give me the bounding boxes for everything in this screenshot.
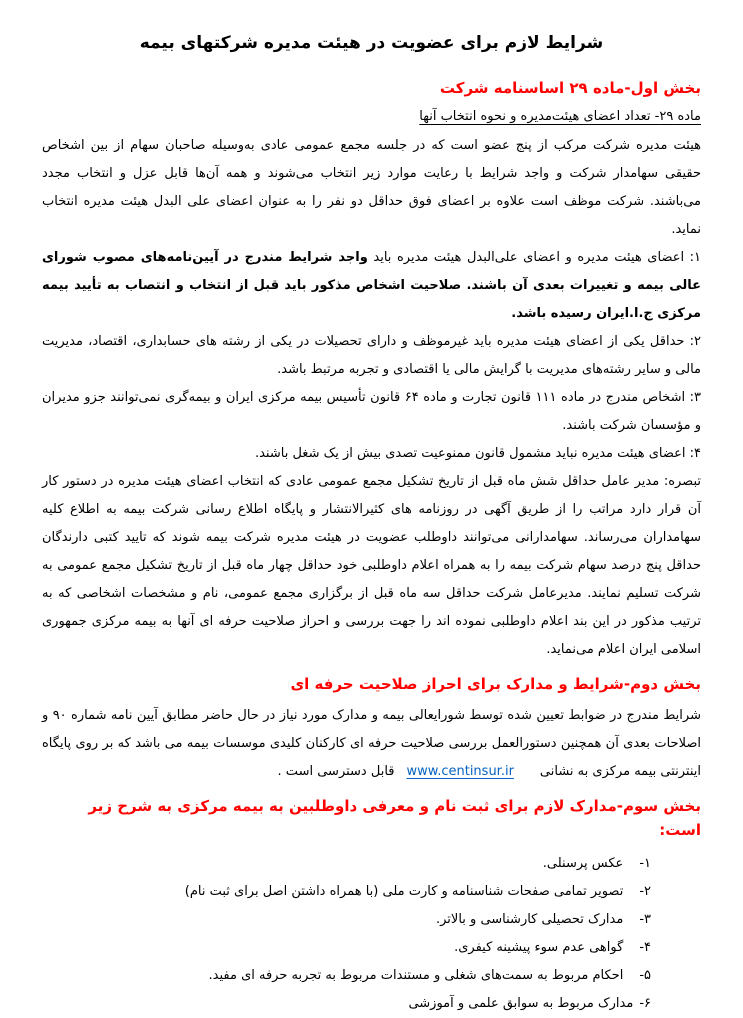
list-item-text: مدارک مربوط به سوابق علمی و آموزشی <box>408 996 634 1011</box>
note-paragraph: تبصره: مدیر عامل حداقل شش ماه قبل از تاریخ تشکیل مجمع عمومی عادی که انتخاب اعضای هیئت مدیره در دستور کار آن قرار دارد مراتب را از طریق آگهی در روزنامه های کثیرالانتشار و پایگاه اطلاع رسانی شرکت بیمه به اطلاع کلیه سهامداران می‌رساند. سهامدارانی می‌توانند داوطلب عضویت در هیئت مدیره شرکت بیمه شوند که تایید کتبی دارندگان حداقل پنج درصد سهام شرکت بیمه را به همراه اعلام داوطلبی خود حداقل چهار ماه قبل از تاریخ تشکیل مجمع عمومی به شرکت تسلیم نمایند. مدیرعامل شرکت حداقل سه ماه قبل از برگزاری مجمع عمومی، نام و مشخصات اشخاصی که به ترتیب مذکور در این بند اعلام داوطلبی نموده اند را جهت بررسی و احراز صلاحیت حرفه ای آنها به بیمه مرکزی جمهوری اسلامی ایران اعلام می‌نماید. <box>42 474 701 657</box>
list-item <box>42 906 651 934</box>
list-item-number: ۱- <box>639 856 651 871</box>
list-item-text: مدارک تحصیلی کارشناسی و بالاتر. <box>435 912 624 927</box>
list-item <box>42 934 651 962</box>
list-item <box>42 990 651 1018</box>
section2-text-after-link: قابل دسترسی است . <box>277 764 395 779</box>
section2-heading: بخش دوم-شرایط و مدارک برای احراز صلاحیت حرفه ای <box>290 675 701 693</box>
clause-2: ۲: حداقل یکی از اعضای هیئت مدیره باید غیرموظف و دارای تحصیلات در یکی از رشته های حسابداری، اقتصاد، مدیریت مالی و سایر رشته‌های مدیریت با گرایش مالی یا اقتصادی و تجربه مرتبط باشد. <box>42 334 701 377</box>
clause-1-bold: واجد شرایط مندرج در آیین‌نامه‌های مصوب شورای عالی بیمه و تغییرات بعدی آن باشند. صلاحیت اشخاص مذکور باید قبل از انتخاب و انتصاب به تأیید بیمه مرکزی ج.ا.ایران رسیده باشد. <box>42 250 701 321</box>
list-item <box>42 962 651 990</box>
list-item-text: عکس پرسنلی. <box>542 856 624 871</box>
list-item-text: گواهی عدم سوء پیشینه کیفری. <box>454 940 624 955</box>
list-item <box>42 850 651 878</box>
centinsur-link[interactable]: www.centinsur.ir <box>406 764 514 779</box>
section3-heading: بخش سوم-مدارک لازم برای ثبت نام و معرفی داوطلبین به بیمه مرکزی به شرح زیر است: <box>88 797 701 839</box>
list-item-text: احکام مربوط به سمت‌های شغلی و مستندات مربوط به تجربه حرفه ای مفید. <box>208 968 624 983</box>
list-item-number: ۲- <box>639 884 651 899</box>
list-item-text: تصویر تمامی صفحات شناسنامه و کارت ملی (با همراه داشتن اصل برای ثبت نام) <box>184 884 624 899</box>
page-title: شرایط لازم برای عضویت در هیئت مدیره شرکتهای بیمه <box>139 33 604 53</box>
required-documents-list <box>42 850 701 1018</box>
list-item-number: ۶- <box>639 996 651 1011</box>
clause-1 <box>42 244 701 328</box>
list-item-number: ۳- <box>639 912 651 927</box>
clause-1-normal: ۱: اعضای هیئت مدیره و اعضای علی‌البدل هیئت مدیره باید <box>367 250 702 265</box>
section1-subheading: ماده ۲۹- تعداد اعضای هیئت‌مدیره و نحوه انتخاب آنها <box>419 109 701 124</box>
intro-paragraph: هیئت مدیره شرکت مرکب از پنج عضو است که در جلسه مجمع عمومی عادی به‌وسیله صاحبان سهام از بین اشخاص حقیقی سهامدار شرکت و واجد شرایط با رعایت موارد زیر انتخاب می‌شوند و همه آن‌ها قابل عزل و انتخاب مجدد می‌باشند. شرکت موظف است علاوه بر اعضای فوق حداقل دو نفر را به عنوان اعضای علی البدل هیئت مدیره انتخاب نماید. <box>42 138 701 237</box>
clause-3: ۳: اشخاص مندرج در ماده ۱۱۱ قانون تجارت و ماده ۶۴ قانون تأسیس بیمه مرکزی ایران و بیمه‌گری نمی‌توانند جزو مدیران و مؤسسان شرکت باشند. <box>42 390 701 433</box>
list-item <box>42 878 651 906</box>
section2-text-before-link: شرایط مندرج در ضوابط تعیین شده توسط شورایعالی بیمه و مدارک مورد نیاز در حال حاضر مطابق آیین نامه شماره ۹۰ و اصلاحات بعدی آن همچنین دستورالعمل بررسی صلاحیت حرفه ای کارکنان کلیدی موسسات بیمه می باشد که بر روی پایگاه اینترنتی بیمه مرکزی به نشانی <box>42 708 701 779</box>
section1-heading: بخش اول-ماده ۲۹ اساسنامه شرکت <box>439 79 701 97</box>
clause-4: ۴: اعضای هیئت مدیره نباید مشمول قانون ممنوعیت تصدی بیش از یک شغل باشند. <box>254 446 701 461</box>
list-item-number: ۴- <box>639 940 651 955</box>
section2-paragraph <box>42 702 701 786</box>
list-item-number: ۵- <box>639 968 651 983</box>
